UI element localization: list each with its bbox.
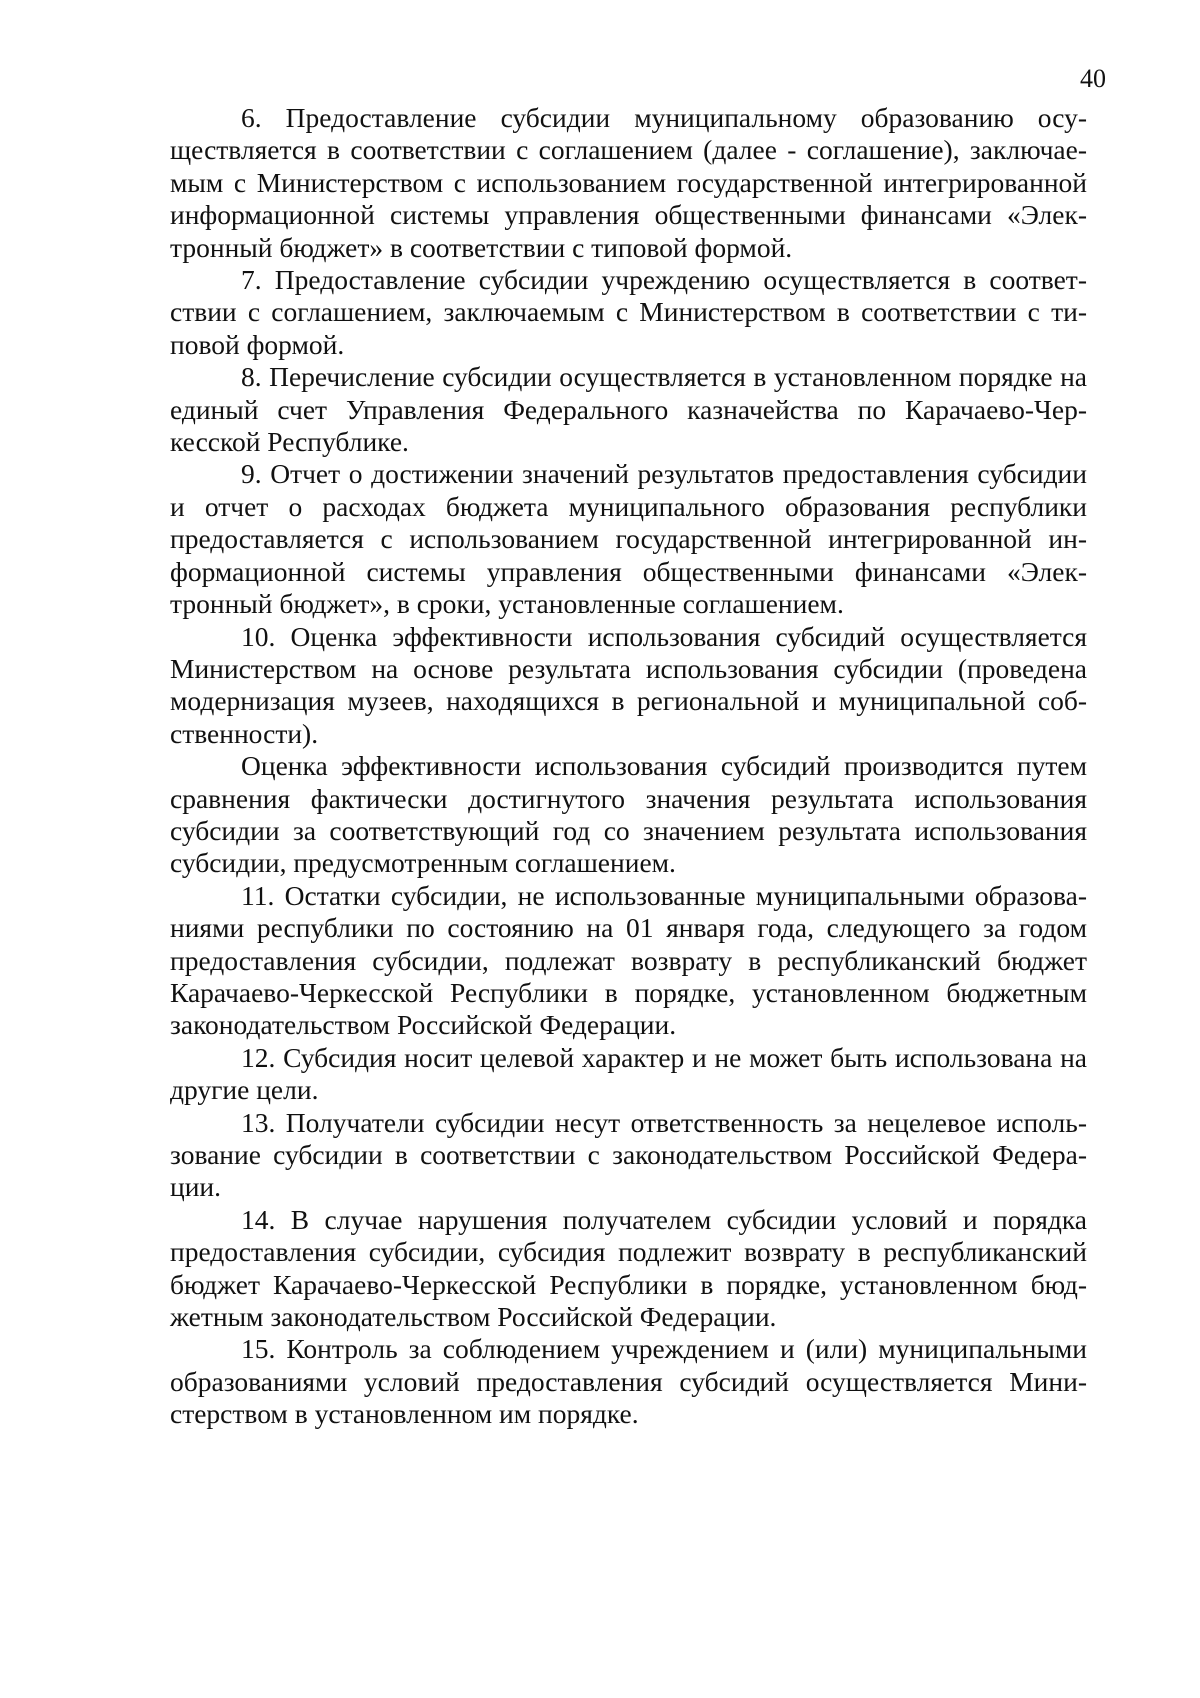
paragraph-10-continuation: Оценка эффективности использования субсидий производится путем сравнения фактически достигнутого значения результата использования субсидии за соответствующий год со значением результата использования субсидии, предусмотренным соглашением. (170, 750, 1087, 879)
paragraph-7: 7. Предоставление субсидии учреждению осуществляется в соответствии с соглашением, заключаемым с Министерством в соответствии с типовой формой. (170, 264, 1087, 360)
paragraph-8: 8. Перечисление субсидии осуществляется в установленном порядке на единый счет Управления Федерального казначейства по Карачаево-Черкесской Республике. (170, 361, 1087, 458)
paragraph-6: 6. Предоставление субсидии муниципальному образованию осуществляется в соответствии с соглашением (далее - соглашение), заключаемым с Министерством с использованием государственной интегрированной информационной системы управления общественными финансами «Электронный бюджет» в соответствии с типовой формой. (170, 102, 1087, 263)
document-body (170, 102, 1087, 1431)
paragraph-14: 14. В случае нарушения получателем субсидии условий и порядка предоставления субсидии, субсидия подлежит возврату в республиканский бюджет Карачаево-Черкесской Республики в порядке, установленном бюджетным законодательством Российской Федерации. (170, 1203, 1087, 1333)
page-number: 40 (1080, 64, 1106, 93)
paragraph-9: 9. Отчет о достижении значений результатов предоставления субсидии и отчет о расходах бюджета муниципального образования республики предоставляется с использованием государственной интегрированной информационной системы управления общественными финансами «Электронный бюджет», в сроки, установленные соглашением. (170, 458, 1087, 620)
paragraph-12: 12. Субсидия носит целевой характер и не может быть использована на другие цели. (170, 1041, 1087, 1106)
paragraph-10: 10. Оценка эффективности использования субсидий осуществляется Министерством на основе результата использования субсидии (проведена модернизация музеев, находящихся в региональной и муниципальной собственности). (170, 620, 1087, 749)
paragraph-11: 11. Остатки субсидии, не использованные муниципальными образованиями республики по состоянию на 01 января года, следующего за годом предоставления субсидии, подлежат возврату в республиканский бюджет Карачаево-Черкесской Республики в порядке, установленном бюджетным законодательством Российской Федерации. (170, 879, 1087, 1041)
paragraph-15: 15. Контроль за соблюдением учреждением и (или) муниципальными образованиями условий предоставления субсидий осуществляется Министерством в установленном им порядке. (170, 1333, 1087, 1430)
paragraph-13: 13. Получатели субсидии несут ответственность за нецелевое использование субсидии в соответствии с законодательством Российской Федерации. (170, 1106, 1087, 1203)
